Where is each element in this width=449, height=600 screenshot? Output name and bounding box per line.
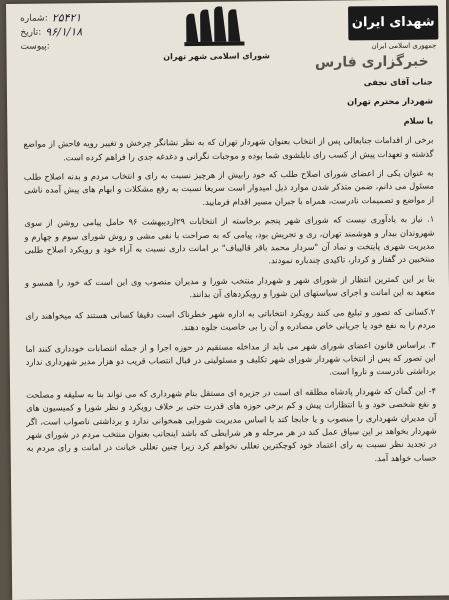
letter-attachment-label: پیوست: xyxy=(20,41,50,52)
letter-paragraph: ۳. براساس قانون اعضای شورای شهر می باید از مداخله مستقیم در حوزه اجرا و از جمله انتصابات خودداری کنند اما این تصور که پس از انتخاب شهردار شورای شهر تکلیف و مسئولیتی در قبال انتصاب قریب دو هزار مدیر شهرداری ندارد برداشتی نادرست و ناروا است. xyxy=(25,339,436,377)
letter-meta xyxy=(20,11,82,54)
council-logo xyxy=(156,5,277,70)
council-name: شورای اسلامی شهر تهران xyxy=(163,51,270,62)
agency-watermark: خبرگزاری فارس xyxy=(314,53,429,71)
letter-body xyxy=(23,76,437,475)
council-emblem-icon xyxy=(176,5,256,50)
letter-paragraph: ۲.کسانی که تصور و تبلیغ می کنند رویکرد انتخاباتی به اداره شهر خطرناک است دقیقا کسانی هستند که میخواهند رای مردم را به نفع خود یا جریانی خاص مصادره و آن را بی خاصیت جلوه دهند. xyxy=(25,306,436,333)
letter-page xyxy=(6,0,449,600)
letter-number-label: شماره: xyxy=(20,13,48,24)
letter-addressee-name: جناب آقای نجفی xyxy=(363,76,433,88)
letter-paragraph: برخی از اقدامات جنابعالی پس از انتخاب بعنوان شهردار تهران که به نظر نشانگر چرخش و تغییر رویه فاحش از مواضع گذشته و تعهدات پیش از کسب رای نایلشوی شما بوده و موجبات نگرانی و دغدغه جدی را فراهم کرده است. xyxy=(23,134,434,163)
watermark-badge: شهدای ایران xyxy=(348,5,438,40)
letter-number-row xyxy=(20,11,82,26)
letter-paragraph: ۴- این گمان که شهردار پادشاه مطلقه ای است در جزیره ای مستقل بنام شهرداری که می تواند بنا به سلیقه و مصلحت و نفع شخصی خود و یا انتظارات پیش و کم برخی حوزه های قدرت حتی بر خلاف رویکرد و نظر شورا و کمیسیون های آن مدیران شهرداری را منصوب و یا جابجا کند با اساس مدیریت شورایی همخوانی ندارد و برداشتی ناصواب است، اگر شهردار بخواهد بر این سیاق عمل کند در هر مرحله و هر شرایطی که باشد اینجانب بعنوان منتخب مردم در شورای شهر در تجدید نظر نسبت به رای اعتماد خود کوچکترین تعللی نخواهم کرد زیرا چنین تعللی خیانت در امانت و رای مردم به حساب خواهد آمد. xyxy=(26,385,437,463)
letter-addressee-title: شهردار محترم تهران xyxy=(347,95,434,107)
letter-date-row xyxy=(20,25,82,40)
letter-paragraph: ۱. نیاز به یادآوری نیست که شورای شهر پنجم برخاسته از انتخابات ۲۹اردیبهشت ۹۶ حامل پیامی روشن از سوی شهروندان بیدار و هوشمند تهران، ری و تجریش بود، پیامی که به صراحت با نفی مشی و روش شورای سوم و چهارم و مدیریت شهری پایتخت و نماد آن "سردار محمد باقر قالیباف" بر امانت داری نسبت به آراء خود و رویکرد اصلاح طلبی منتخبین در گفتار و کردار، تاکیدی چندباره نمودند. xyxy=(24,213,435,266)
letter-date-label: تاریخ: xyxy=(20,27,42,38)
letter-paragraph: بنا بر این کمترین انتظار از شورای شهر و شهردار منتخب شورا و مدیران منصوب وی این است که خود را همسو و متعهد به این امانت و اجرای سیاستهای این شورا و رویکردهای آن بدانند. xyxy=(24,273,436,300)
letter-date-value: ۹۶/۱/۱۸ xyxy=(45,25,83,39)
letter-number-value: ۲۵۴۲۱ xyxy=(51,11,82,25)
letter-paragraph: به عنوان یکی از اعضای شورای اصلاح طلب که خود رابیش از هرچیز نسبت به رای و انتخاب مردم و بدنه اصلاح طلب مسئول می دانم، ضمن متذکر شدن موارد ذیل امیدوار است سریعا نسبت به رفع مشکلات و ابهام های پیش آمده ناشی از مواضع و تصمیمات نادرست، همراه با جبران مسیر اقدام فرمایید. xyxy=(23,167,435,207)
letter-attachment-row xyxy=(20,39,82,54)
republic-label: جمهوری اسلامی ایران xyxy=(371,41,437,51)
letter-greeting: با سلام xyxy=(403,115,434,126)
